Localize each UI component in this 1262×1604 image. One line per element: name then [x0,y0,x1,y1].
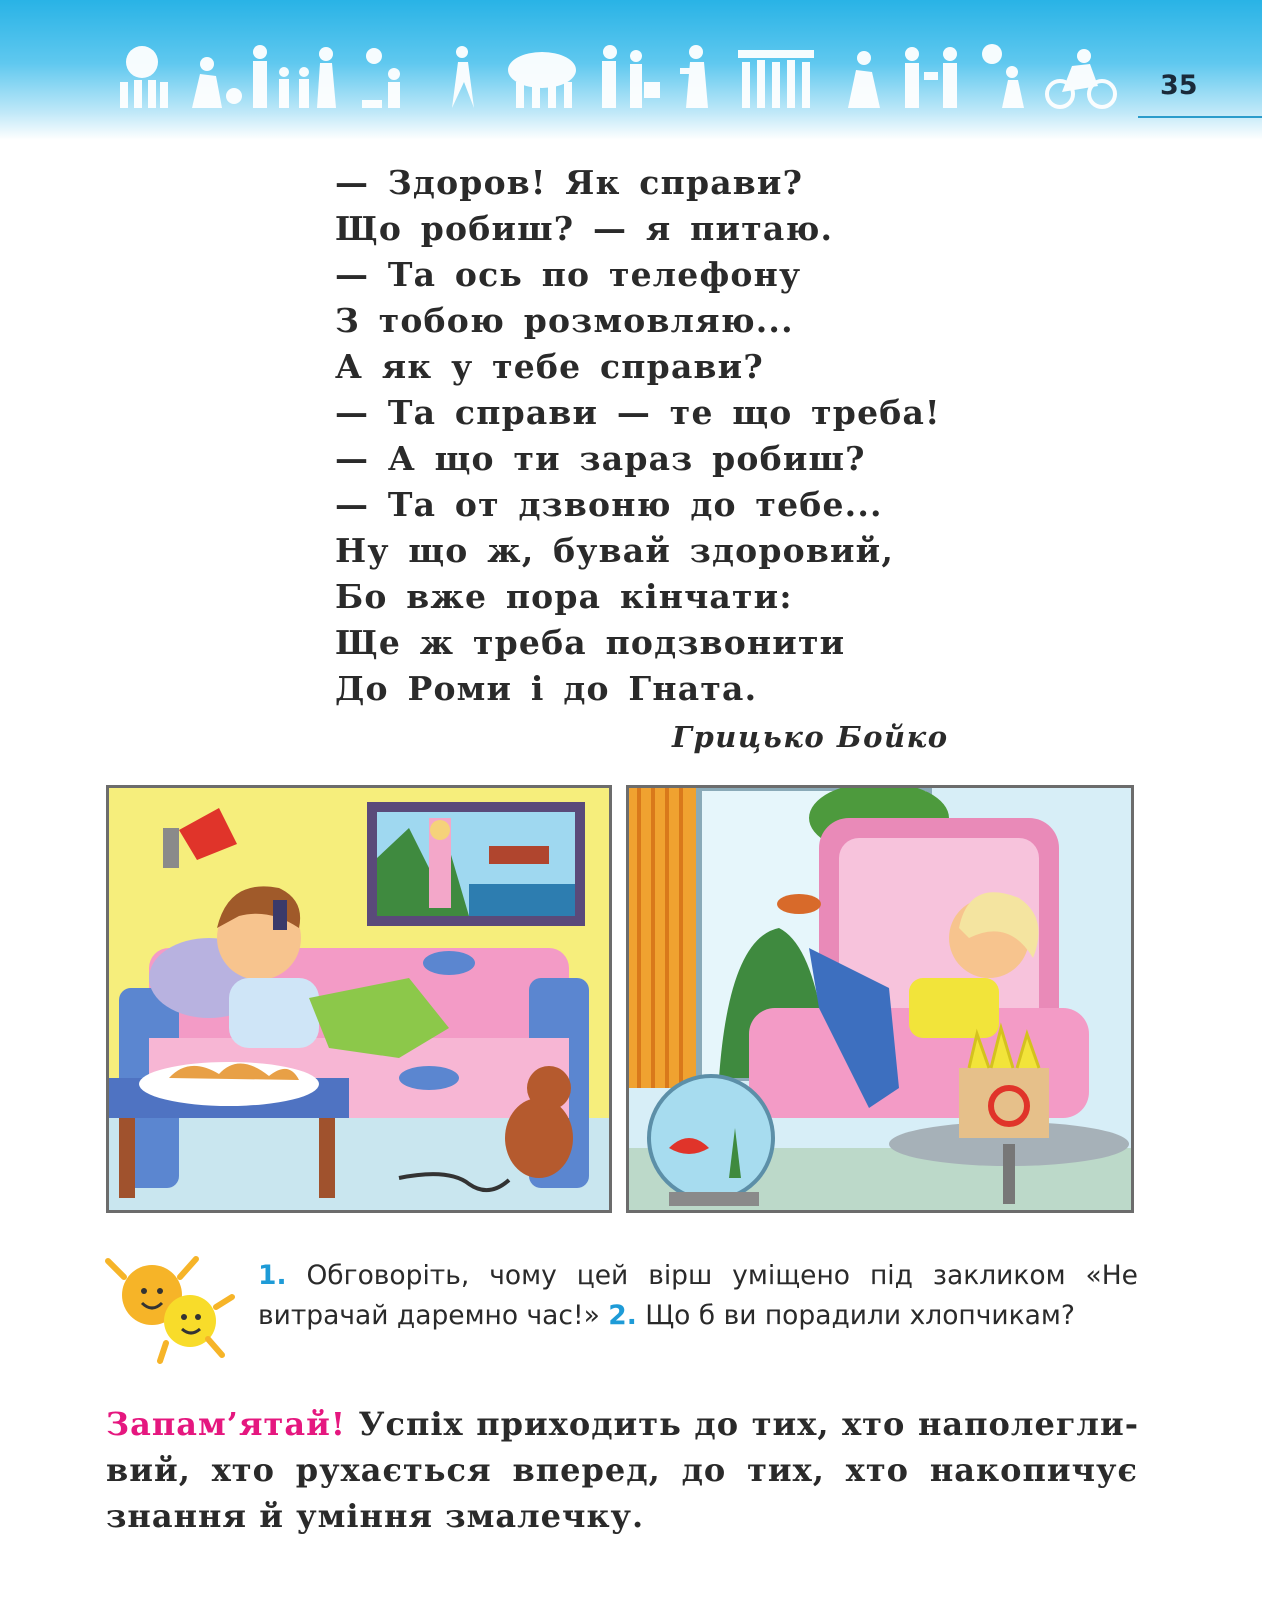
task-number-1: 1. [258,1260,287,1291]
task-number-2: 2. [608,1300,637,1331]
poem-line: — А що ти зараз робиш? [335,439,866,478]
globe-people-icon [120,46,168,108]
illustration-girl-in-armchair [626,785,1134,1213]
task-text-2: Що б ви порадили хлопчикам? [636,1300,1075,1331]
remember-note [106,1401,1138,1539]
sun-child-icon [362,48,400,108]
poem-line: — Та от дзвоню до тебе... [335,485,883,524]
poem-line: Бо вже пора кінчати: [335,577,793,616]
ball-child-icon [982,44,1024,108]
remember-text: Успіх приходить до тих, хто наполегливий, хто рухається вперед, до тих, хто накопичує знання й уміння змалечку. [106,1405,1138,1535]
smiley-mascot-icon [104,1247,236,1365]
gardening-icon [192,57,242,108]
poem-line: А як у тебе справи? [335,347,764,386]
task-text-1: Обговоріть, чому цей вірш уміщено під закликом «Не витрачай даремно час!» [258,1260,1138,1331]
task-question [258,1256,1138,1336]
cyclist-icon [1047,49,1115,107]
poem [335,160,955,712]
poem-line: — Здоров! Як справи? [335,163,804,202]
poem-line: До Роми і до Гната. [335,669,758,708]
reading-icon [848,51,880,108]
poem-line: З тобою розмовляю... [335,301,794,340]
poem-line: — Та справи — те що треба! [335,393,941,432]
header-icon-strip [112,42,1122,112]
helping-icon [602,45,660,108]
header-band [0,0,1262,140]
page-number-rule [1138,116,1262,118]
crowd-icon [508,52,576,108]
poem-line: Ще ж треба подзвонити [335,623,846,662]
poem-line: Що робиш? — я питаю. [335,209,834,248]
group-icon [738,50,814,108]
poem-author: Грицько Бойко [672,720,949,754]
award-icon [680,45,708,108]
sharing-icon [905,47,957,108]
illustration-boy-on-sofa [106,785,612,1213]
child-icon [452,46,474,108]
family-icon [253,45,336,108]
poem-line: — Та ось по телефону [335,255,802,294]
remember-label: Запам’ятай! [106,1405,346,1443]
page-number: 35 [1160,70,1198,101]
poem-line: Ну що ж, бувай здоровий, [335,531,895,570]
